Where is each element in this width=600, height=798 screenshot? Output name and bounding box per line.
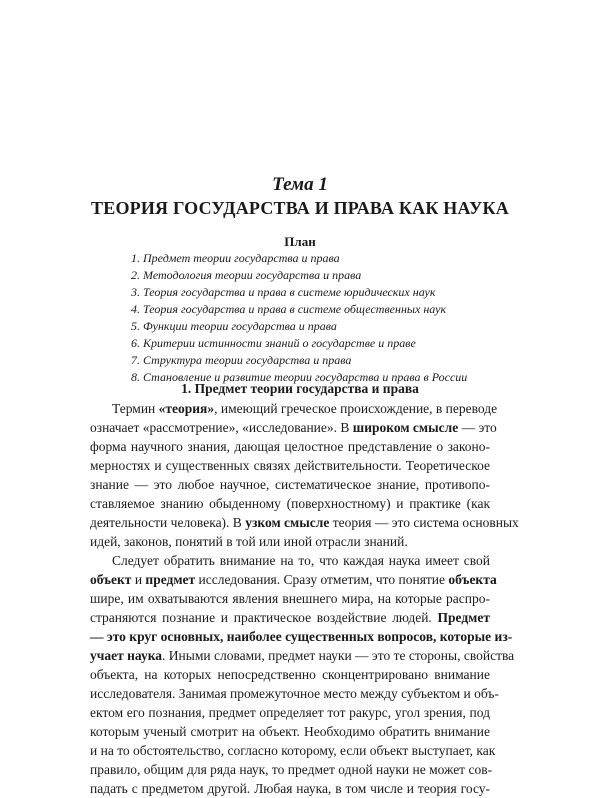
text-line: — это круг основных, наиболее существенных вопросов, которые из-: [90, 629, 513, 644]
text-line: ставляемое знанию обыденному (поверхностному) и практике (как: [90, 496, 490, 511]
plan-item: 6. Критерии истинности знаний о государстве и праве: [131, 336, 416, 350]
plan-item: 2. Методология теории государства и права: [131, 268, 362, 282]
plan-item: 4. Теория государства и права в системе общественных наук: [131, 302, 447, 316]
text-line: и на то обстоятельство, согласно которому, если объект выступает, как: [90, 743, 496, 758]
text-line: знание — это любое научное, систематическое знание, противопо-: [90, 477, 490, 492]
text-line: деятельности человека). В узком смысле теория — это система основных: [90, 515, 519, 530]
plan-item: 7. Структура теории государства и права: [131, 353, 352, 367]
text-line: идей, законов, понятий в той или иной отрасли знаний.: [90, 534, 408, 549]
text-line: мерностях и существенных связях действительности. Теоретическое: [90, 458, 490, 473]
plan-list: [131, 250, 467, 386]
text-line: учает наука. Иными словами, предмет науки — это те стороны, свойства: [90, 648, 515, 663]
text-line: объекта, на которых непосредственно сконцентрировано внимание: [90, 667, 490, 682]
text-line: падать с предметом другой. Любая наука, в том числе и теория госу-: [90, 781, 490, 796]
plan-item: 1. Предмет теории государства и права: [131, 251, 340, 265]
page-title: ТЕОРИЯ ГОСУДАРСТВА И ПРАВА КАК НАУКА: [91, 198, 509, 218]
plan-heading: План: [284, 234, 316, 249]
text-line: форма научного знания, дающая целостное представление о законо-: [90, 439, 490, 454]
plan-item: 5. Функции теории государства и права: [131, 319, 337, 333]
section-heading: 1. Предмет теории государства и права: [181, 381, 419, 396]
text-line: Следует обратить внимание на то, что каждая наука имеет свой: [112, 553, 490, 568]
topic-label: Тема 1: [272, 174, 328, 195]
text-line: означает «рассмотрение», «исследование». В широком смысле — это: [90, 420, 497, 435]
text-line: которым ученый смотрит на объект. Необходимо обратить внимание: [90, 724, 490, 739]
plan-item: 8. Становление и развитие теории государства и права в России: [131, 370, 468, 384]
text-line: правило, общим для ряда наук, то предмет одной науки не может сов-: [90, 762, 493, 777]
text-line: Термин «теория», имеющий греческое происхождение, в переводе: [112, 401, 498, 416]
text-line: страняются познание и практическое воздействие людей. Предмет: [90, 610, 490, 625]
text-line: объект и предмет исследования. Сразу отметим, что понятие объекта: [90, 572, 497, 587]
plan-item: 3. Теория государства и права в системе юридических наук: [131, 285, 436, 299]
text-line: шире, им охватываются явления внешнего мира, на которые распро-: [90, 591, 490, 606]
section-body: [90, 399, 519, 798]
text-line: исследователя. Занимая промежуточное место между субъектом и объ-: [90, 686, 499, 701]
text-line: ектом его познания, предмет определяет тот ракурс, угол зрения, под: [90, 705, 490, 720]
